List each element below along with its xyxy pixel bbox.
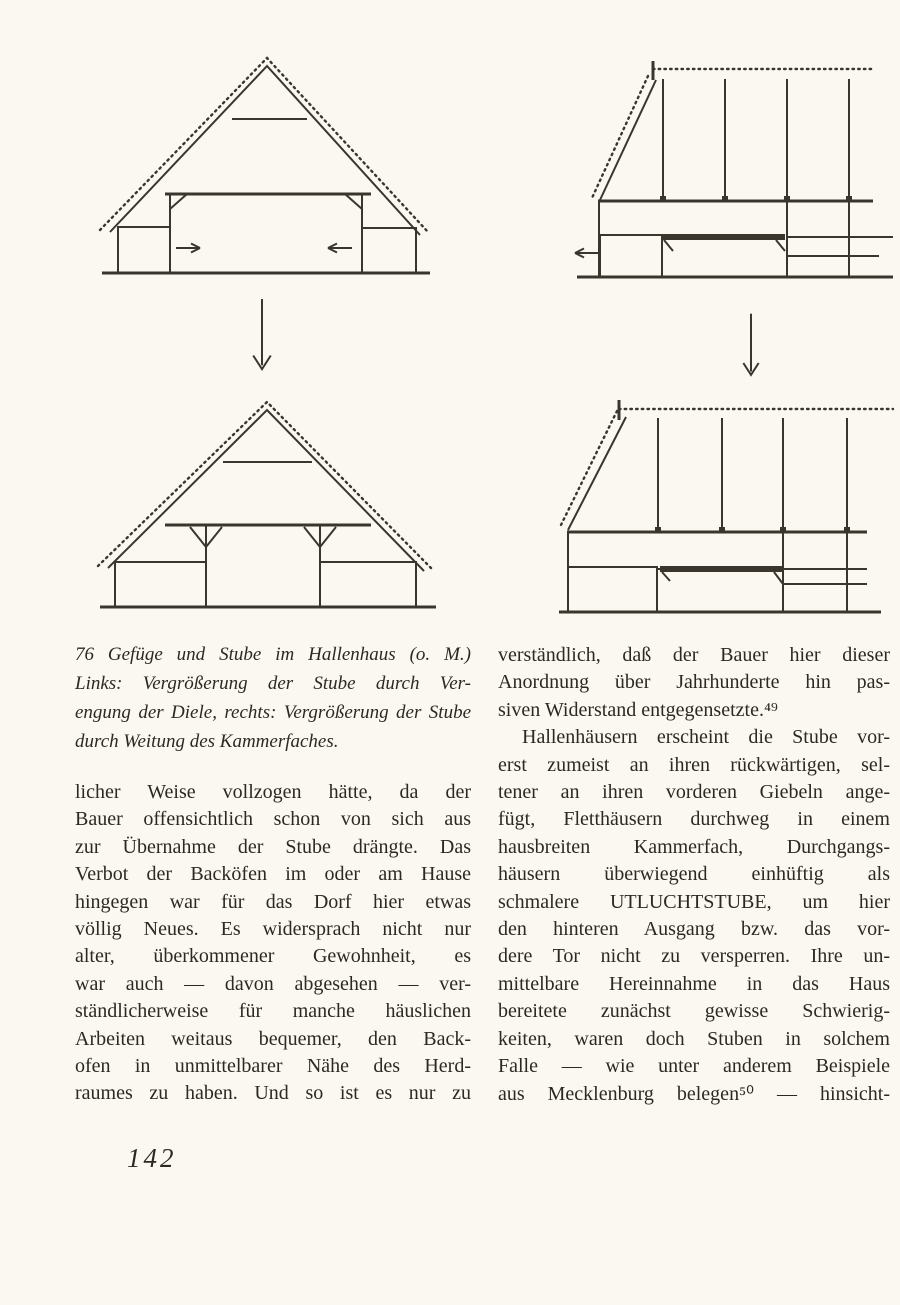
- post-3-foot: [784, 196, 790, 202]
- text-line: völlig Neues. Es widersprach nicht nur: [75, 918, 471, 941]
- stube-hatched: [118, 227, 170, 273]
- diagram-cross-section-before: [90, 55, 450, 295]
- diagram-cross-section-after: [90, 393, 450, 625]
- inward-arrow-left-icon: [328, 244, 352, 253]
- gable-roof-edge: [568, 417, 626, 530]
- post-2-foot: [722, 196, 728, 202]
- lintel-brace-right: [774, 572, 783, 584]
- stube-hatched: [600, 235, 662, 277]
- roof-dotted-outline: [100, 58, 428, 232]
- post-3-foot: [780, 527, 786, 533]
- text-line: Verbot der Backöfen im oder am Hause: [75, 863, 471, 886]
- text-line: tener an ihren vorderen Giebeln ange-: [498, 781, 890, 804]
- stube-hatched-enlarged: [115, 562, 206, 607]
- left-text-column: [75, 779, 471, 1108]
- kammer-box: [362, 228, 416, 273]
- dark-lintel-beam: [660, 566, 782, 572]
- text-line: den hinteren Ausgang bzw. das vor-: [498, 918, 890, 941]
- down-arrow-icon: [247, 297, 277, 375]
- caption-line: durch Weitung des Kammerfaches.: [75, 731, 339, 752]
- roof-rafters: [110, 66, 420, 235]
- post-4-foot: [844, 527, 850, 533]
- text-line: hingegen war für das Dorf hier etwas: [75, 890, 471, 913]
- text-line: hausbreiten Kammerfach, Durchgangs-: [498, 835, 890, 858]
- text-line: ständlicherweise für manche häuslichen: [75, 1000, 471, 1023]
- text-line: licher Weise vollzogen hätte, da der: [75, 781, 471, 803]
- text-line: fügt, Fletthäusern durchweg in einem: [498, 808, 890, 831]
- text-line: war auch — davon abgesehen — ver-: [75, 972, 471, 995]
- lintel-brace-left: [662, 572, 670, 581]
- kammer-box: [320, 562, 416, 607]
- figure-caption: [75, 640, 471, 756]
- text-line: erst zumeist an ihren rückwärtigen, sel-: [498, 753, 890, 776]
- dark-lintel-beam: [662, 234, 785, 240]
- outward-arrow-left-icon: [575, 249, 600, 258]
- left-knee-brace: [170, 194, 187, 209]
- text-line: Bauer offensichtlich schon von sich aus: [75, 808, 471, 831]
- diagram-long-section-before: [555, 55, 895, 290]
- text-line: schmalere UTLUCHTSTUBE, um hier: [498, 890, 890, 913]
- text-line: alter, überkommener Gewohnheit, es: [75, 945, 471, 968]
- caption-line: Links: Vergrößerung der Stube durch Ver-: [75, 673, 471, 694]
- page-number: 142: [127, 1143, 177, 1173]
- gable-roof-edge: [600, 80, 656, 200]
- right-knee-brace: [345, 194, 362, 209]
- inward-arrow-right-icon: [176, 244, 200, 253]
- text-line: aus Mecklenburg belegen⁵⁰ — hinsicht-: [498, 1082, 890, 1105]
- text-line: Hallenhäusern erscheint die Stube vor-: [522, 726, 890, 749]
- diagram-long-section-after: [555, 393, 895, 625]
- post-4-foot: [846, 196, 852, 202]
- roof-dotted-outline: [98, 402, 432, 569]
- stube-hatched-enlarged: [568, 567, 657, 612]
- text-line: Falle — wie unter anderem Beispiele: [498, 1055, 890, 1078]
- lintel-brace-right: [776, 240, 785, 251]
- text-line: keiten, waren doch Stuben in solchem: [498, 1027, 890, 1050]
- text-line: ofen in unmittelbarer Nähe des Herd-: [75, 1055, 471, 1078]
- text-line: siven Widerstand entgegensetzte.⁴⁹: [498, 698, 778, 721]
- text-line: raumes zu haben. Und so ist es nur zu: [75, 1082, 471, 1105]
- text-line: häusern überwiegend einhüftig als: [498, 863, 890, 886]
- gable-roof-dotted: [592, 76, 648, 198]
- roof-rafters: [108, 410, 424, 571]
- text-line: dere Tor nicht zu versperren. Ihre un-: [498, 945, 890, 968]
- down-arrow-icon: [736, 312, 766, 380]
- right-text-column: [498, 642, 890, 1108]
- text-line: zur Übernahme der Stube drängte. Das: [75, 835, 471, 858]
- post-2-foot: [719, 527, 725, 533]
- text-line: Arbeiten weitaus bequemer, den Back-: [75, 1027, 471, 1050]
- caption-line: 76 Gefüge und Stube im Hallenhaus (o. M.): [75, 644, 471, 665]
- post-1-foot: [660, 196, 666, 202]
- text-line: Anordnung über Jahrhunderte hin pas-: [498, 671, 890, 694]
- post-1-foot: [655, 527, 661, 533]
- text-line: mittelbare Hereinnahme in das Haus: [498, 972, 890, 995]
- caption-line: engung der Diele, rechts: Vergrößerung der Stube: [75, 702, 471, 723]
- text-line: bereitete zunächst gewisse Schwierig-: [498, 1000, 890, 1023]
- text-line: verständlich, daß der Bauer hier dieser: [498, 644, 890, 666]
- gable-roof-dotted: [560, 411, 617, 527]
- lintel-brace-left: [664, 240, 673, 251]
